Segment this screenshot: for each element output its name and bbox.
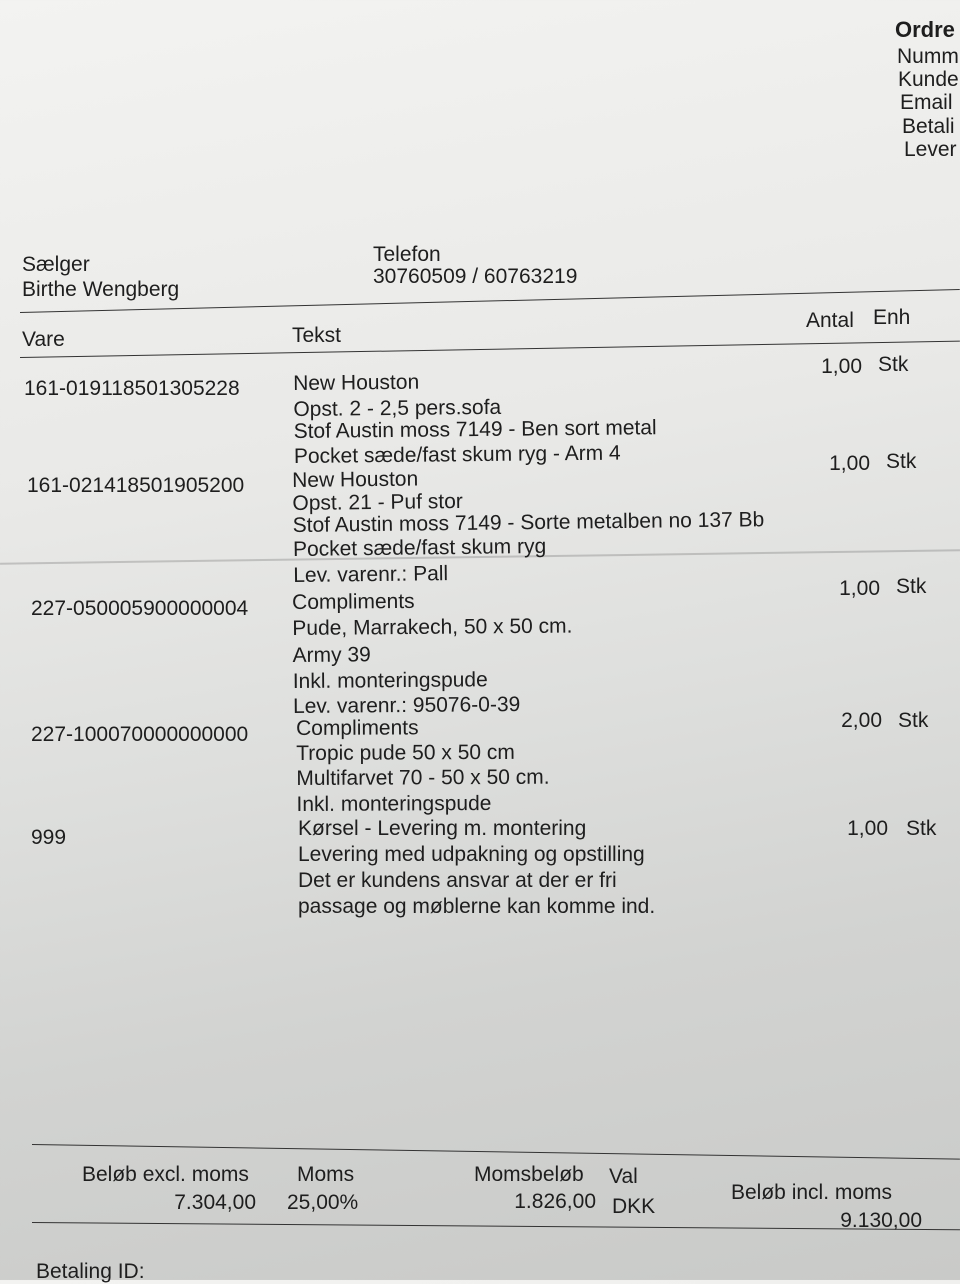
item-4-line-1: Compliments	[296, 716, 419, 740]
item-2-line-1: New Houston	[292, 467, 419, 492]
item-5-vare: 999	[31, 826, 67, 849]
item-2-line-3: Stof Austin moss 7149 - Sorte metalben no 137 Bb	[292, 508, 765, 537]
item-3-line-2: Pude, Marrakech, 50 x 50 cm.	[292, 614, 573, 640]
item-3-text	[292, 589, 573, 721]
item-2-line-4: Pocket sæde/fast skum ryg	[292, 534, 547, 561]
item-2-vare: 161-021418501905200	[27, 474, 245, 497]
item-3-line-5: Lev. varenr.: 95076-0-39	[292, 693, 521, 718]
val-value: DKK	[612, 1195, 656, 1218]
item-1-vare: 161-019118501305228	[24, 377, 240, 400]
item-4-text	[296, 716, 550, 819]
order-title: Ordre	[895, 17, 955, 42]
moms-value: 25,00%	[287, 1191, 359, 1214]
item-4-antal: 2,00	[841, 709, 882, 732]
item-1-line-2: Opst. 2 - 2,5 pers.sofa	[293, 395, 502, 421]
item-3-antal: 1,00	[839, 577, 880, 600]
item-2-enh: Stk	[886, 450, 917, 473]
order-label-customer: Kunde	[898, 68, 959, 91]
order-label-delivery: Lever	[904, 138, 957, 161]
item-1-line-4: Pocket sæde/fast skum ryg - Arm 4	[293, 441, 621, 468]
item-3-line-4: Inkl. monteringspude	[292, 668, 488, 693]
divider-totals-top	[32, 1144, 960, 1160]
order-label-payment: Betali	[902, 115, 955, 138]
item-1-antal: 1,00	[821, 355, 862, 378]
item-4-enh: Stk	[898, 709, 929, 732]
item-4-line-4: Inkl. monteringspude	[296, 791, 492, 816]
item-1-line-1: New Houston	[293, 370, 420, 395]
momsbeloeb-value: 1.826,00	[514, 1190, 596, 1213]
seller-name: Birthe Wengberg	[22, 278, 180, 301]
item-1-enh: Stk	[878, 353, 909, 376]
item-1-line-3: Stof Austin moss 7149 - Ben sort metal	[293, 415, 657, 443]
total-incl-value: 9.130,00	[840, 1209, 922, 1232]
item-2-line-2: Opst. 21 - Puf stor	[292, 489, 463, 515]
val-label: Val	[609, 1165, 638, 1188]
column-tekst: Tekst	[292, 324, 342, 347]
item-3-vare: 227-050005900000004	[31, 597, 249, 620]
total-excl-label: Beløb excl. moms	[82, 1163, 249, 1186]
column-vare: Vare	[22, 328, 65, 351]
phone-number: 30760509 / 60763219	[373, 265, 578, 288]
item-4-line-3: Multifarvet 70 - 50 x 50 cm.	[296, 765, 550, 790]
item-2-text	[292, 463, 765, 589]
order-label-email: Email	[900, 91, 953, 114]
moms-label: Moms	[297, 1163, 355, 1186]
item-5-enh: Stk	[906, 817, 937, 840]
item-2-antal: 1,00	[829, 452, 870, 475]
column-enh: Enh	[873, 306, 911, 329]
item-3-line-3: Army 39	[292, 643, 371, 667]
item-1-text	[293, 368, 657, 470]
item-4-vare: 227-100070000000000	[31, 723, 249, 746]
item-5-line-2: Levering med udpakning og opstilling	[298, 843, 645, 866]
item-5-antal: 1,00	[847, 817, 888, 840]
item-2-line-5: Lev. varenr.: Pall	[293, 562, 449, 587]
item-5-line-4: passage og møblerne kan komme ind.	[298, 895, 656, 918]
item-3-enh: Stk	[896, 575, 927, 598]
total-excl-value: 7.304,00	[174, 1191, 256, 1214]
betaling-label: Betaling ID:	[36, 1260, 145, 1283]
order-label-number: Numm	[897, 45, 959, 68]
item-3-line-1: Compliments	[292, 589, 415, 614]
item-5-text	[298, 817, 655, 921]
item-4-line-2: Tropic pude 50 x 50 cm	[296, 740, 515, 765]
seller-label: Sælger	[22, 253, 90, 276]
item-5-line-3: Det er kundens ansvar at der er fri	[298, 869, 617, 892]
total-incl-label: Beløb incl. moms	[731, 1181, 893, 1204]
item-5-line-1: Kørsel - Levering m. montering	[298, 817, 587, 840]
column-antal: Antal	[806, 309, 854, 332]
momsbeloeb-label: Momsbeløb	[474, 1163, 584, 1186]
phone-label: Telefon	[373, 243, 441, 266]
